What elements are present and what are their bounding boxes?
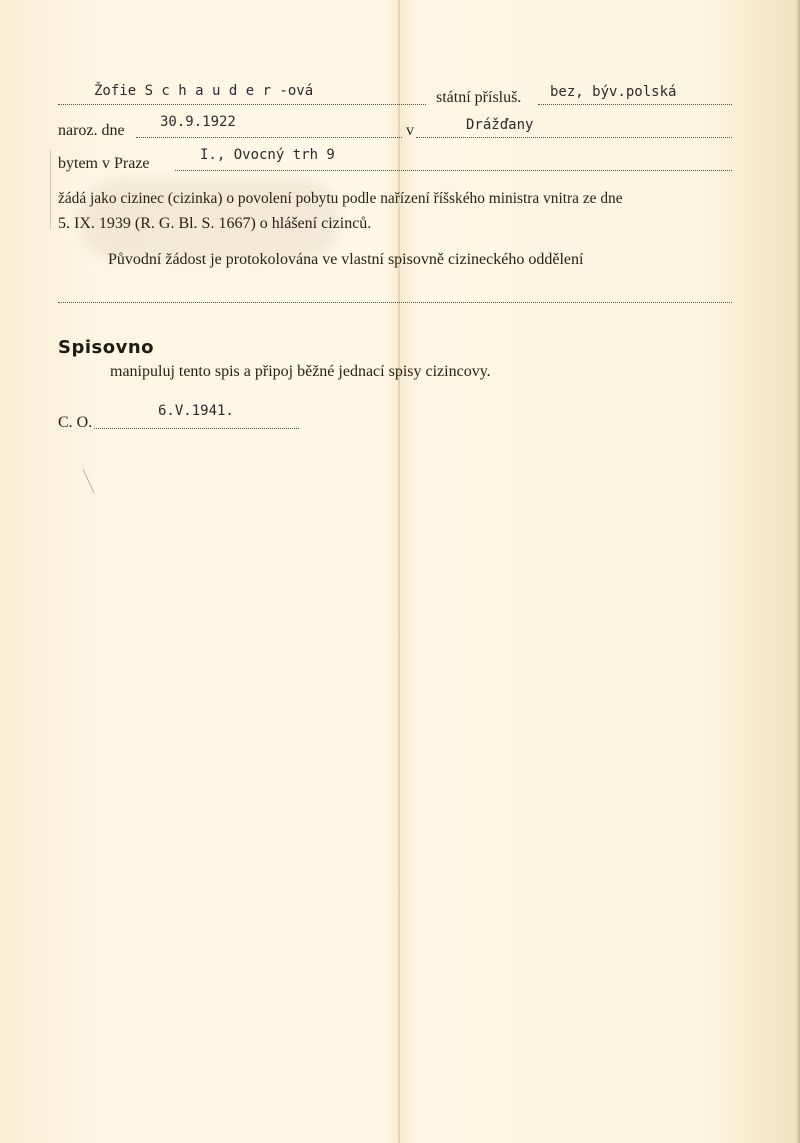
- pen-scratch: [83, 469, 95, 493]
- co-dotted-line: [94, 428, 299, 429]
- residence-value: I., Ovocný trh 9: [200, 147, 335, 163]
- page-fold: [398, 0, 400, 1143]
- birth-date-label: naroz. dne: [58, 122, 125, 139]
- citizenship-label: státní přísluš.: [436, 89, 522, 106]
- birth-place-label: v: [406, 122, 414, 139]
- co-label: C. O.: [58, 414, 93, 431]
- registry-instruction: manipuluj tento spis a připoj běžné jednací spisy cizincovy.: [110, 363, 491, 380]
- residence-label: bytem v Praze: [58, 155, 150, 172]
- citizenship-dotted-line: [538, 104, 732, 105]
- page-edge-shadow: [796, 0, 800, 1143]
- citizenship-value: bez, býv.polská: [550, 84, 677, 100]
- residence-dotted-line: [175, 170, 732, 171]
- birth-place-dotted-line: [416, 137, 732, 138]
- name-value: Žofie S c h a u d e r -ová: [94, 83, 314, 99]
- name-dotted-line: [58, 104, 426, 105]
- separator-dotted-line: [58, 302, 732, 303]
- co-date-value: 6.V.1941.: [158, 403, 234, 419]
- margin-mark: [50, 150, 51, 230]
- birth-date-value: 30.9.1922: [160, 114, 236, 130]
- birth-place-value: Drážďany: [466, 117, 534, 133]
- birth-date-dotted-line: [136, 137, 402, 138]
- protocol-text: Původní žádost je protokolována ve vlastní spisovně cizineckého oddělení: [108, 251, 584, 268]
- registry-heading: Spisovno: [58, 337, 155, 358]
- request-text-line-1: žádá jako cizinec (cizinka) o povolení pobytu podle nařízení říšského ministra vnitra ze dne: [58, 190, 623, 207]
- request-text-line-2: 5. IX. 1939 (R. G. Bl. S. 1667) o hlášení cizinců.: [58, 215, 372, 232]
